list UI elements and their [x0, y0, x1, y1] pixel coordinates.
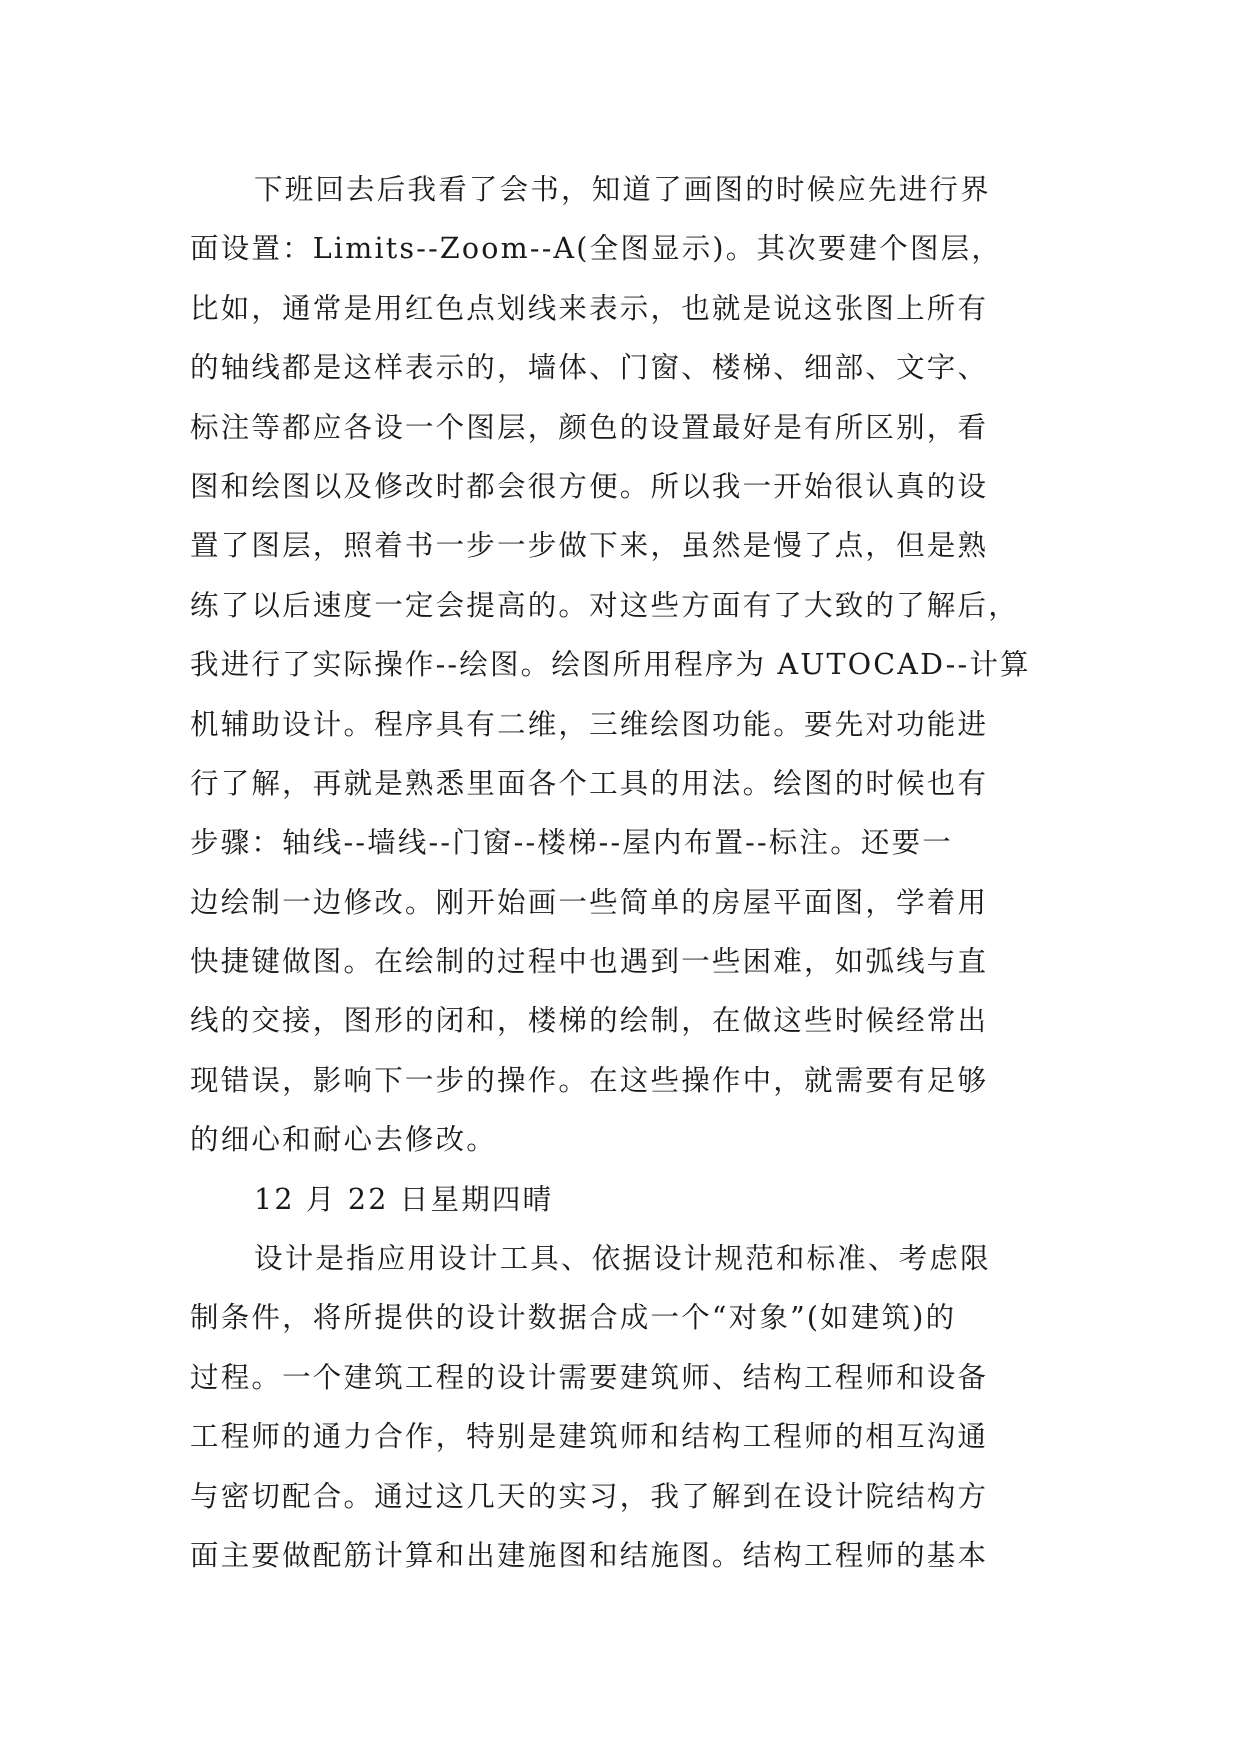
text-line: 的细心和耐心去修改。: [190, 1123, 498, 1157]
date-heading: 12 月 22 日星期四晴: [254, 1182, 554, 1216]
text-line: 机辅助设计。程序具有二维，三维绘图功能。要先对功能进: [190, 707, 989, 741]
text-line: 标注等都应各设一个图层，颜色的设置最好是有所区别，看: [190, 410, 989, 444]
text-line: 线的交接，图形的闭和，楼梯的绘制，在做这些时候经常出: [190, 1004, 989, 1038]
text-line: 设计是指应用设计工具、依据设计规范和标准、考虑限: [254, 1242, 991, 1276]
text-line: 面设置：Limits--Zoom--A(全图显示)。其次要建个图层，: [190, 232, 1003, 266]
text-line: 面主要做配筋计算和出建施图和结施图。结构工程师的基本: [190, 1538, 989, 1572]
text-line: 现错误，影响下一步的操作。在这些操作中，就需要有足够: [190, 1063, 989, 1097]
text-line: 置了图层，照着书一步一步做下来，虽然是慢了点，但是熟: [190, 529, 989, 563]
text-line: 边绘制一边修改。刚开始画一些简单的房屋平面图，学着用: [190, 885, 989, 919]
text-line: 快捷键做图。在绘制的过程中也遇到一些困难，如弧线与直: [190, 945, 989, 979]
text-line: 制条件，将所提供的设计数据合成一个“对象”(如建筑)的: [190, 1301, 957, 1335]
text-line: 我进行了实际操作--绘图。绘图所用程序为 AUTOCAD--计算: [190, 648, 1031, 682]
document-body: [190, 160, 1070, 1585]
text-line: 的轴线都是这样表示的，墙体、门窗、楼梯、细部、文字、: [190, 351, 989, 385]
text-line: 与密切配合。通过这几天的实习，我了解到在设计院结构方: [190, 1479, 989, 1513]
text-line: 步骤：轴线--墙线--门窗--楼梯--屋内布置--标注。还要一: [190, 826, 954, 860]
text-line: 图和绘图以及修改时都会很方便。所以我一开始很认真的设: [190, 469, 989, 503]
text-line: 练了以后速度一定会提高的。对这些方面有了大致的了解后，: [190, 588, 1019, 622]
text-line: 下班回去后我看了会书，知道了画图的时候应先进行界: [254, 173, 991, 206]
text-line: 行了解，再就是熟悉里面各个工具的用法。绘图的时候也有: [190, 766, 989, 800]
text-line: 比如，通常是用红色点划线来表示，也就是说这张图上所有: [190, 291, 989, 325]
text-line: 过程。一个建筑工程的设计需要建筑师、结构工程师和设备: [190, 1360, 989, 1394]
text-line: 工程师的通力合作，特别是建筑师和结构工程师的相互沟通: [190, 1420, 989, 1454]
